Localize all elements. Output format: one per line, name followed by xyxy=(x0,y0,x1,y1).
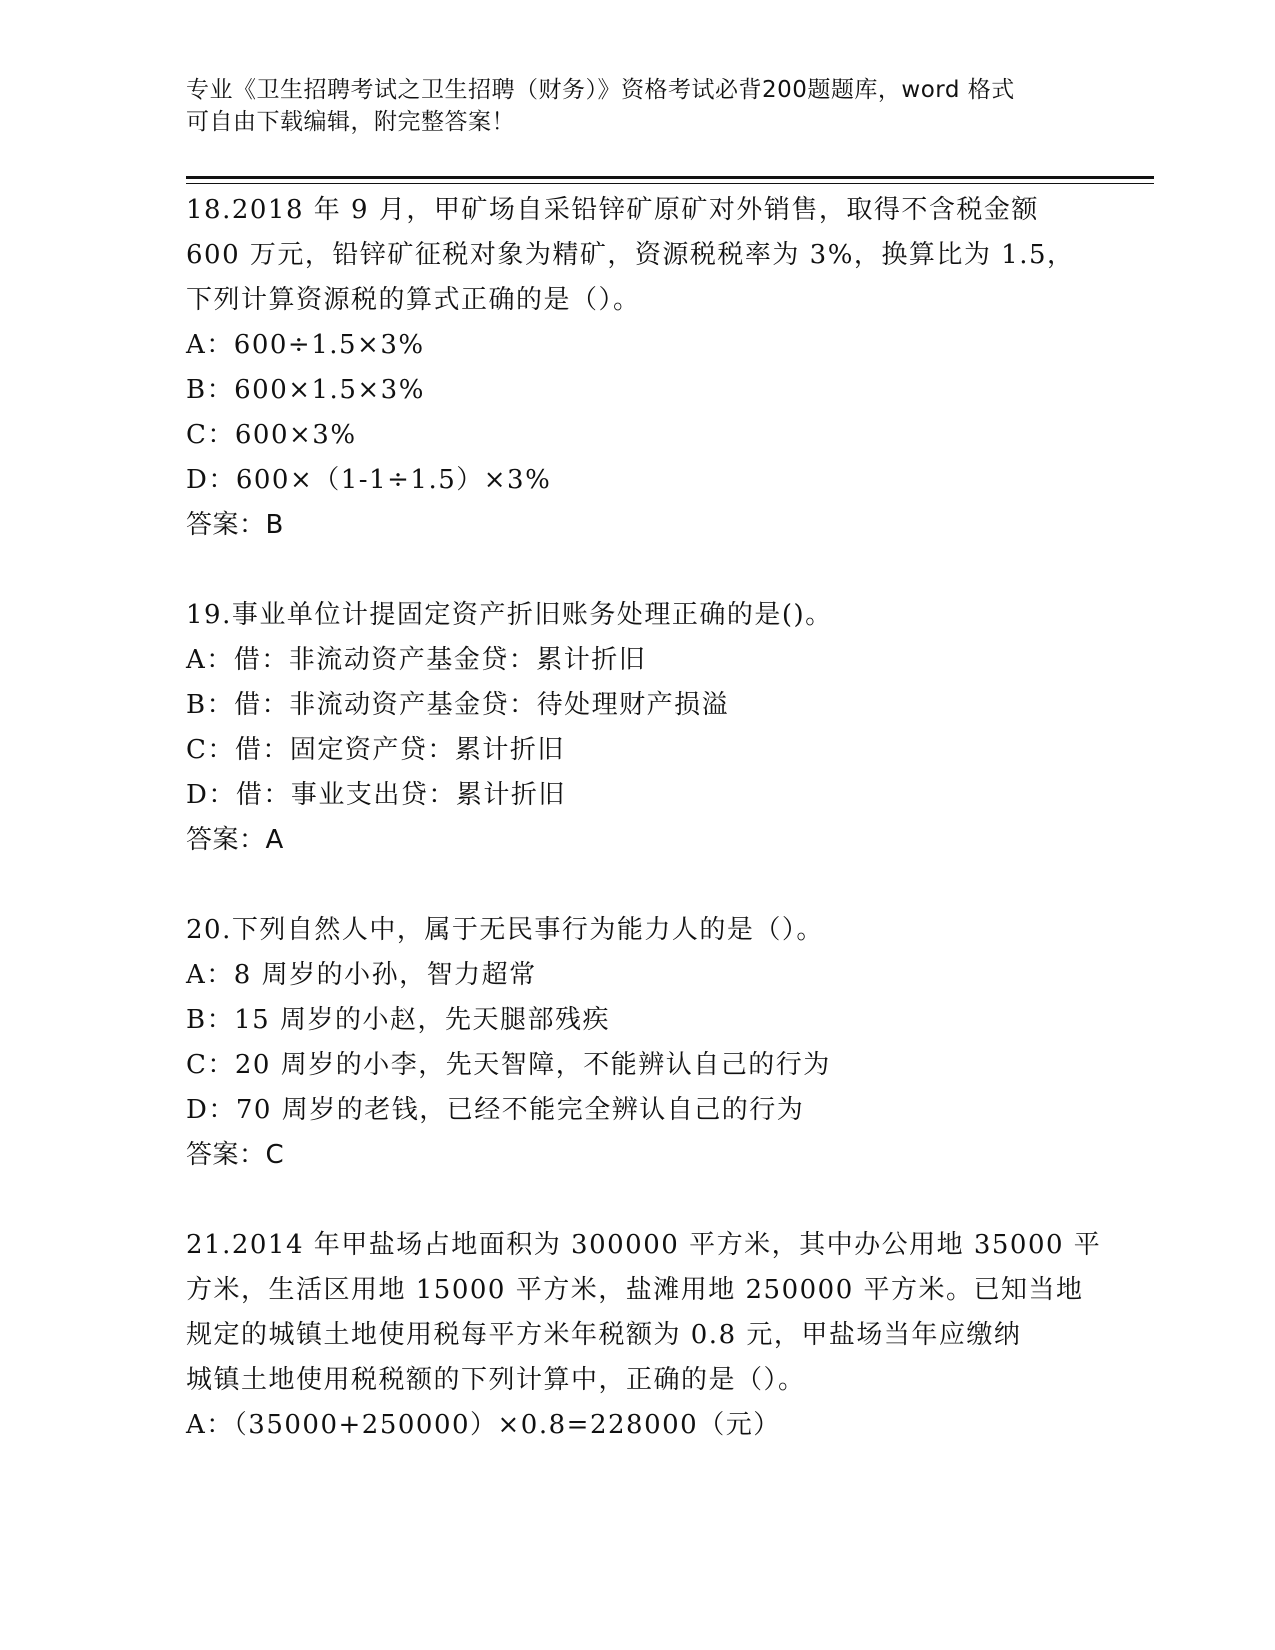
option-a: A：8 周岁的小孙，智力超常 xyxy=(186,960,537,990)
answer-label: 答案：A xyxy=(186,825,284,855)
question-stem-line: 规定的城镇土地使用税每平方米年税额为 0.8 元，甲盐场当年应缴纳 xyxy=(186,1320,1022,1350)
question-spacer xyxy=(186,863,1146,908)
option-c: C：600×3% xyxy=(186,420,357,450)
header-line-1: 专业《卫生招聘考试之卫生招聘（财务）》资格考试必背200题题库，word 格式 xyxy=(186,77,1015,103)
question-spacer xyxy=(186,548,1146,593)
question-stem-line: 方米，生活区用地 15000 平方米，盐滩用地 250000 平方米。已知当地 xyxy=(186,1275,1084,1305)
answer-label: 答案：C xyxy=(186,1140,285,1170)
question-stem-line: 21.2014 年甲盐场占地面积为 300000 平方米，其中办公用地 35000 平 xyxy=(186,1230,1102,1260)
document-header xyxy=(186,74,1086,138)
question-stem-line: 19.事业单位计提固定资产折旧账务处理正确的是()。 xyxy=(186,600,833,630)
question-20 xyxy=(186,908,1146,1178)
question-21 xyxy=(186,1223,1146,1448)
question-spacer xyxy=(186,1178,1146,1223)
question-stem-line: 600 万元，铅锌矿征税对象为精矿，资源税税率为 3%，换算比为 1.5， xyxy=(186,240,1075,270)
option-a: A：借：非流动资产基金贷：累计折旧 xyxy=(186,645,647,675)
option-b: B：借：非流动资产基金贷：待处理财产损溢 xyxy=(186,690,730,720)
question-19 xyxy=(186,593,1146,863)
header-line-2: 可自由下载编辑，附完整答案！ xyxy=(186,109,515,135)
question-18 xyxy=(186,188,1146,548)
option-d: D：600×（1-1÷1.5）×3% xyxy=(186,465,552,495)
header-divider-thick xyxy=(186,176,1154,179)
option-c: C：借：固定资产贷：累计折旧 xyxy=(186,735,565,765)
option-c: C：20 周岁的小李，先天智障，不能辨认自己的行为 xyxy=(186,1050,831,1080)
option-a: A：600÷1.5×3% xyxy=(186,330,425,360)
option-b: B：600×1.5×3% xyxy=(186,375,425,405)
question-stem-line: 下列计算资源税的算式正确的是（）。 xyxy=(186,285,641,315)
question-stem-line: 20.下列自然人中，属于无民事行为能力人的是（）。 xyxy=(186,915,824,945)
option-d: D：借：事业支出贷：累计折旧 xyxy=(186,780,566,810)
question-stem-line: 城镇土地使用税税额的下列计算中，正确的是（）。 xyxy=(186,1365,806,1395)
question-list xyxy=(186,188,1146,1448)
question-stem-line: 18.2018 年 9 月，甲矿场自采铅锌矿原矿对外销售，取得不含税金额 xyxy=(186,195,1039,225)
option-a: A：（35000+250000）×0.8=228000（元） xyxy=(186,1410,781,1440)
option-d: D：70 周岁的老钱，已经不能完全辨认自己的行为 xyxy=(186,1095,805,1125)
answer-label: 答案：B xyxy=(186,510,284,540)
header-divider-thin xyxy=(186,183,1154,184)
option-b: B：15 周岁的小赵，先天腿部残疾 xyxy=(186,1005,610,1035)
